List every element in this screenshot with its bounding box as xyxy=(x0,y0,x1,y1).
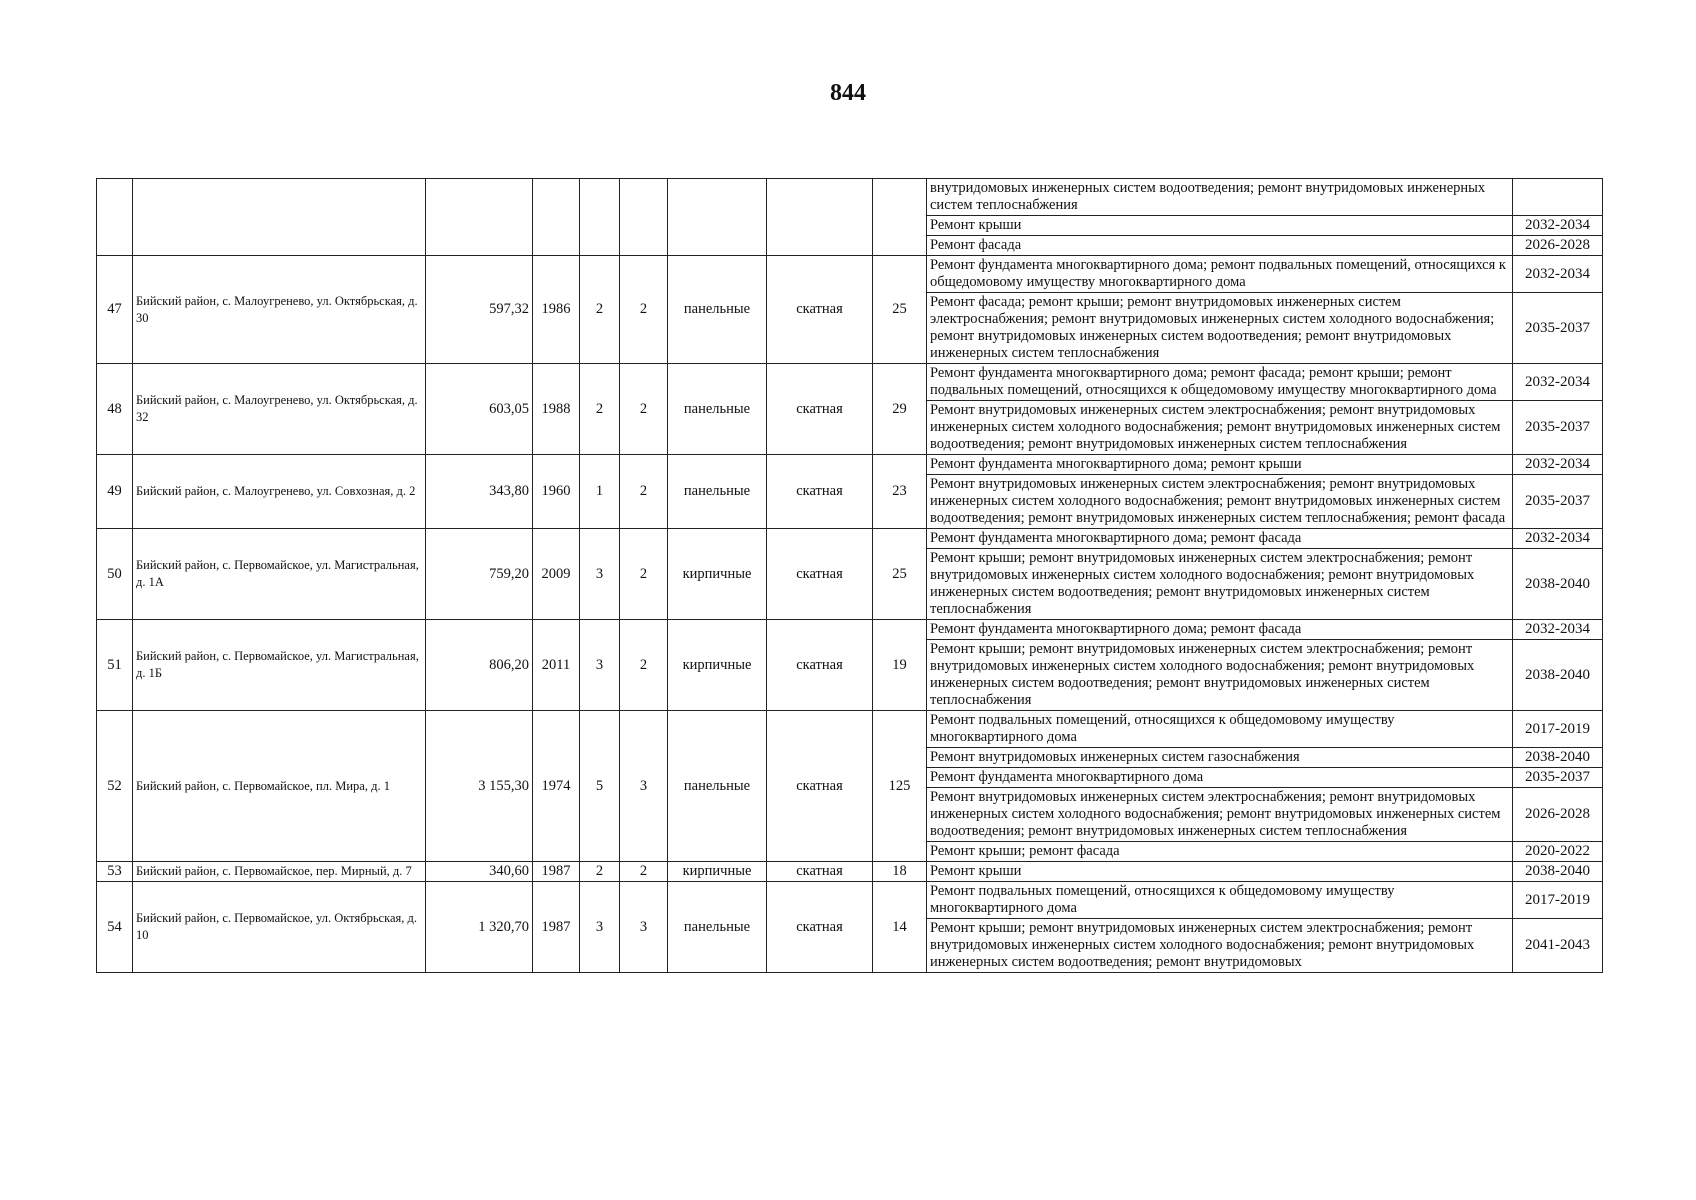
entrances-cell: 2 xyxy=(620,455,668,529)
area-cell: 1 320,70 xyxy=(426,882,533,973)
work-cell: Ремонт внутридомовых инженерных систем электроснабжения; ремонт внутридомовых инженерных систем холодного водоснабжения; ремонт внутридомовых инженерных систем водоотведения; ремонт внутридомовых инженерных систем теплоснабжения xyxy=(927,401,1513,455)
table-row xyxy=(97,882,1603,919)
period-cell: 2032-2034 xyxy=(1513,256,1603,293)
table-row xyxy=(97,179,1603,216)
area-cell: 343,80 xyxy=(426,455,533,529)
year-cell: 1988 xyxy=(533,364,580,455)
table-body xyxy=(97,179,1603,973)
period-cell: 2026-2028 xyxy=(1513,236,1603,256)
area-cell: 3 155,30 xyxy=(426,711,533,862)
row-number: 48 xyxy=(97,364,133,455)
year-cell xyxy=(533,179,580,256)
period-cell: 2035-2037 xyxy=(1513,293,1603,364)
period-cell: 2038-2040 xyxy=(1513,549,1603,620)
address-cell: Бийский район, с. Первомайское, ул. Магистральная, д. 1Б xyxy=(133,620,426,711)
table-row xyxy=(97,529,1603,549)
residents-cell: 18 xyxy=(873,862,927,882)
address-cell: Бийский район, с. Малоугренево, ул. Октябрьская, д. 30 xyxy=(133,256,426,364)
address-cell: Бийский район, с. Малоугренево, ул. Совхозная, д. 2 xyxy=(133,455,426,529)
roof-cell: скатная xyxy=(767,529,873,620)
period-cell: 2017-2019 xyxy=(1513,882,1603,919)
walls-cell: кирпичные xyxy=(668,620,767,711)
work-cell: Ремонт крыши; ремонт внутридомовых инженерных систем электроснабжения; ремонт внутридомовых инженерных систем холодного водоснабжения; ремонт внутридомовых инженерных систем водоотведения; ремонт внутридомовых инженерных систем теплоснабжения xyxy=(927,549,1513,620)
entrances-cell: 3 xyxy=(620,711,668,862)
residents-cell: 19 xyxy=(873,620,927,711)
walls-cell: панельные xyxy=(668,455,767,529)
roof-cell: скатная xyxy=(767,256,873,364)
entrances-cell: 2 xyxy=(620,862,668,882)
roof-cell: скатная xyxy=(767,882,873,973)
row-number: 54 xyxy=(97,882,133,973)
num-cell xyxy=(97,179,133,256)
work-cell: Ремонт фасада xyxy=(927,236,1513,256)
row-number: 49 xyxy=(97,455,133,529)
roof-cell xyxy=(767,179,873,256)
address-cell: Бийский район, с. Малоугренево, ул. Октябрьская, д. 32 xyxy=(133,364,426,455)
work-cell: Ремонт крыши xyxy=(927,862,1513,882)
work-cell: Ремонт крыши; ремонт фасада xyxy=(927,842,1513,862)
period-cell: 2038-2040 xyxy=(1513,862,1603,882)
floors-cell: 2 xyxy=(580,364,620,455)
residents-cell: 125 xyxy=(873,711,927,862)
entrances-cell: 2 xyxy=(620,529,668,620)
work-cell: Ремонт фасада; ремонт крыши; ремонт внутридомовых инженерных систем электроснабжения; ремонт внутридомовых инженерных систем холодного водоснабжения; ремонт внутридомовых инженерных систем водоотведения; ремонт внутридомовых инженерных систем теплоснабжения xyxy=(927,293,1513,364)
period-cell: 2035-2037 xyxy=(1513,768,1603,788)
period-cell: 2038-2040 xyxy=(1513,640,1603,711)
entrances-cell: 2 xyxy=(620,620,668,711)
roof-cell: скатная xyxy=(767,711,873,862)
work-cell: Ремонт фундамента многоквартирного дома; ремонт фасада; ремонт крыши; ремонт подвальных помещений, относящихся к общедомовому имуществу многоквартирного дома xyxy=(927,364,1513,401)
period-cell: 2035-2037 xyxy=(1513,475,1603,529)
floors-cell: 3 xyxy=(580,529,620,620)
walls-cell xyxy=(668,179,767,256)
period-cell: 2032-2034 xyxy=(1513,529,1603,549)
entrances-cell: 2 xyxy=(620,364,668,455)
period-cell xyxy=(1513,179,1603,216)
floors-cell: 2 xyxy=(580,256,620,364)
period-cell: 2041-2043 xyxy=(1513,919,1603,973)
roof-cell: скатная xyxy=(767,455,873,529)
table-row xyxy=(97,620,1603,640)
entrances-cell: 3 xyxy=(620,882,668,973)
floors-cell: 3 xyxy=(580,620,620,711)
area-cell xyxy=(426,179,533,256)
floors-cell: 1 xyxy=(580,455,620,529)
table-row xyxy=(97,711,1603,748)
period-cell: 2032-2034 xyxy=(1513,620,1603,640)
table-row xyxy=(97,364,1603,401)
work-cell: Ремонт крыши; ремонт внутридомовых инженерных систем электроснабжения; ремонт внутридомовых инженерных систем холодного водоснабжения; ремонт внутридомовых инженерных систем водоотведения; ремонт внутридомовых инженерных систем теплоснабжения xyxy=(927,640,1513,711)
period-cell: 2020-2022 xyxy=(1513,842,1603,862)
area-cell: 759,20 xyxy=(426,529,533,620)
floors-cell: 3 xyxy=(580,882,620,973)
address-cell: Бийский район, с. Первомайское, пл. Мира, д. 1 xyxy=(133,711,426,862)
row-number: 53 xyxy=(97,862,133,882)
work-cell: внутридомовых инженерных систем водоотведения; ремонт внутридомовых инженерных систем теплоснабжения xyxy=(927,179,1513,216)
walls-cell: кирпичные xyxy=(668,862,767,882)
table-row xyxy=(97,256,1603,293)
work-cell: Ремонт фундамента многоквартирного дома; ремонт подвальных помещений, относящихся к общедомовому имуществу многоквартирного дома xyxy=(927,256,1513,293)
walls-cell: кирпичные xyxy=(668,529,767,620)
area-cell: 340,60 xyxy=(426,862,533,882)
address-cell xyxy=(133,179,426,256)
row-number: 51 xyxy=(97,620,133,711)
work-cell: Ремонт внутридомовых инженерных систем электроснабжения; ремонт внутридомовых инженерных систем холодного водоснабжения; ремонт внутридомовых инженерных систем водоотведения; ремонт внутридомовых инженерных систем теплоснабжения xyxy=(927,788,1513,842)
work-cell: Ремонт внутридомовых инженерных систем газоснабжения xyxy=(927,748,1513,768)
period-cell: 2038-2040 xyxy=(1513,748,1603,768)
page-number: 844 xyxy=(830,80,866,106)
entrances-cell: 2 xyxy=(620,256,668,364)
residents-cell: 25 xyxy=(873,256,927,364)
work-cell: Ремонт подвальных помещений, относящихся к общедомовому имуществу многоквартирного дома xyxy=(927,711,1513,748)
walls-cell: панельные xyxy=(668,256,767,364)
roof-cell: скатная xyxy=(767,364,873,455)
row-number: 47 xyxy=(97,256,133,364)
work-cell: Ремонт фундамента многоквартирного дома; ремонт фасада xyxy=(927,620,1513,640)
year-cell: 1987 xyxy=(533,882,580,973)
table-row xyxy=(97,862,1603,882)
period-cell: 2017-2019 xyxy=(1513,711,1603,748)
year-cell: 1974 xyxy=(533,711,580,862)
floors-cell: 2 xyxy=(580,862,620,882)
year-cell: 1960 xyxy=(533,455,580,529)
period-cell: 2026-2028 xyxy=(1513,788,1603,842)
area-cell: 597,32 xyxy=(426,256,533,364)
repair-schedule-table xyxy=(96,178,1603,973)
work-cell: Ремонт фундамента многоквартирного дома; ремонт крыши xyxy=(927,455,1513,475)
area-cell: 603,05 xyxy=(426,364,533,455)
residents-cell: 14 xyxy=(873,882,927,973)
address-cell: Бийский район, с. Первомайское, ул. Октябрьская, д. 10 xyxy=(133,882,426,973)
work-cell: Ремонт крыши xyxy=(927,216,1513,236)
floors-cell xyxy=(580,179,620,256)
period-cell: 2032-2034 xyxy=(1513,364,1603,401)
walls-cell: панельные xyxy=(668,882,767,973)
period-cell: 2032-2034 xyxy=(1513,216,1603,236)
floors-cell: 5 xyxy=(580,711,620,862)
table-row xyxy=(97,455,1603,475)
year-cell: 2011 xyxy=(533,620,580,711)
walls-cell: панельные xyxy=(668,711,767,862)
year-cell: 1987 xyxy=(533,862,580,882)
row-number: 52 xyxy=(97,711,133,862)
row-number: 50 xyxy=(97,529,133,620)
period-cell: 2032-2034 xyxy=(1513,455,1603,475)
residents-cell: 25 xyxy=(873,529,927,620)
work-cell: Ремонт подвальных помещений, относящихся к общедомовому имуществу многоквартирного дома xyxy=(927,882,1513,919)
residents-cell: 23 xyxy=(873,455,927,529)
residents-cell: 29 xyxy=(873,364,927,455)
year-cell: 2009 xyxy=(533,529,580,620)
work-cell: Ремонт крыши; ремонт внутридомовых инженерных систем электроснабжения; ремонт внутридомовых инженерных систем холодного водоснабжения; ремонт внутридомовых инженерных систем водоотведения; ремонт внутридомовых xyxy=(927,919,1513,973)
address-cell: Бийский район, с. Первомайское, пер. Мирный, д. 7 xyxy=(133,862,426,882)
entrances-cell xyxy=(620,179,668,256)
work-cell: Ремонт внутридомовых инженерных систем электроснабжения; ремонт внутридомовых инженерных систем холодного водоснабжения; ремонт внутридомовых инженерных систем водоотведения; ремонт внутридомовых инженерных систем теплоснабжения; ремонт фасада xyxy=(927,475,1513,529)
walls-cell: панельные xyxy=(668,364,767,455)
area-cell: 806,20 xyxy=(426,620,533,711)
roof-cell: скатная xyxy=(767,862,873,882)
year-cell: 1986 xyxy=(533,256,580,364)
roof-cell: скатная xyxy=(767,620,873,711)
work-cell: Ремонт фундамента многоквартирного дома xyxy=(927,768,1513,788)
address-cell: Бийский район, с. Первомайское, ул. Магистральная, д. 1А xyxy=(133,529,426,620)
period-cell: 2035-2037 xyxy=(1513,401,1603,455)
work-cell: Ремонт фундамента многоквартирного дома; ремонт фасада xyxy=(927,529,1513,549)
residents-cell xyxy=(873,179,927,256)
